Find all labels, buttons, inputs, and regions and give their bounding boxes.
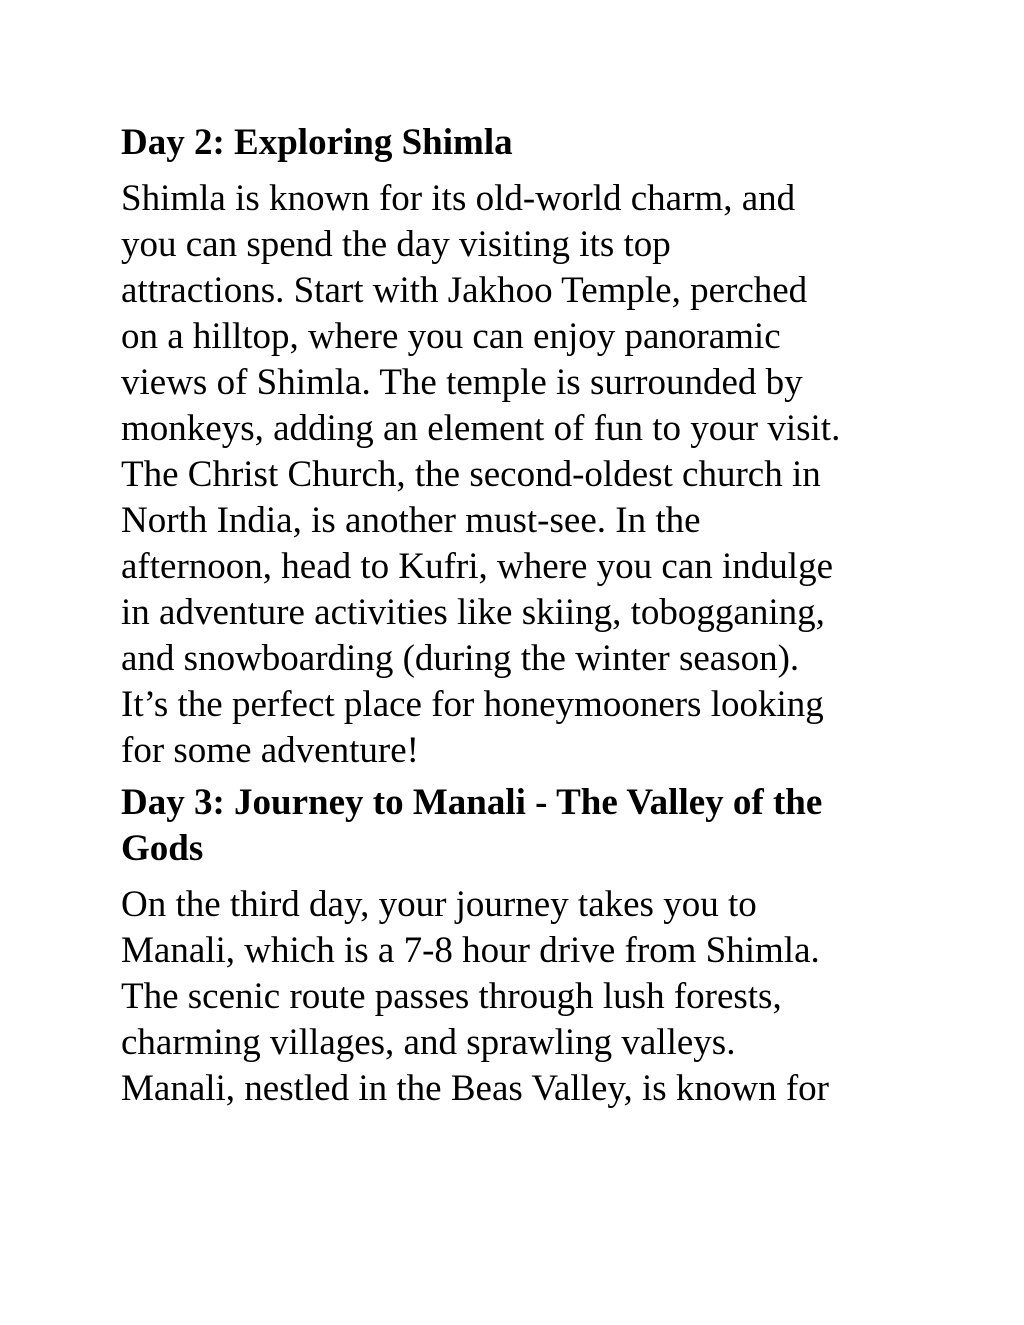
paragraph-line: and snowboarding (during the winter season). [121, 638, 800, 679]
paragraph-line: for some adventure! [121, 730, 419, 771]
paragraph-line: North India, is another must-see. In the [121, 500, 701, 541]
paragraph-line: Shimla is known for its old-world charm, and [121, 178, 796, 219]
paragraph-line: Manali, nestled in the Beas Valley, is known for [121, 1068, 830, 1109]
section-heading-day-2 [121, 120, 921, 166]
paragraph-line: attractions. Start with Jakhoo Temple, perched [121, 270, 808, 311]
paragraph-line: The scenic route passes through lush forests, [121, 976, 782, 1017]
paragraph-line: Manali, which is a 7-8 hour drive from Shimla. [121, 930, 820, 971]
paragraph-line: you can spend the day visiting its top [121, 224, 671, 265]
heading-line: Day 3: Journey to Manali - The Valley of the [121, 782, 823, 823]
section-heading-day-3 [121, 780, 921, 872]
paragraph-line: On the third day, your journey takes you to [121, 884, 757, 925]
paragraph-line: The Christ Church, the second-oldest church in [121, 454, 821, 495]
paragraph-line: on a hilltop, where you can enjoy panoramic [121, 316, 781, 357]
paragraph-line: afternoon, head to Kufri, where you can indulge [121, 546, 833, 587]
paragraph-line: in adventure activities like skiing, tobogganing, [121, 592, 825, 633]
section-paragraph-day-2 [121, 176, 921, 774]
heading-line: Gods [121, 828, 204, 869]
paragraph-line: monkeys, adding an element of fun to your visit. [121, 408, 841, 449]
paragraph-line: It’s the perfect place for honeymooners looking [121, 684, 824, 725]
heading-line: Day 2: Exploring Shimla [121, 122, 513, 163]
section-paragraph-day-3 [121, 882, 921, 1112]
paragraph-line: views of Shimla. The temple is surrounded by [121, 362, 803, 403]
document-body [121, 120, 921, 1118]
paragraph-line: charming villages, and sprawling valleys. [121, 1022, 736, 1063]
